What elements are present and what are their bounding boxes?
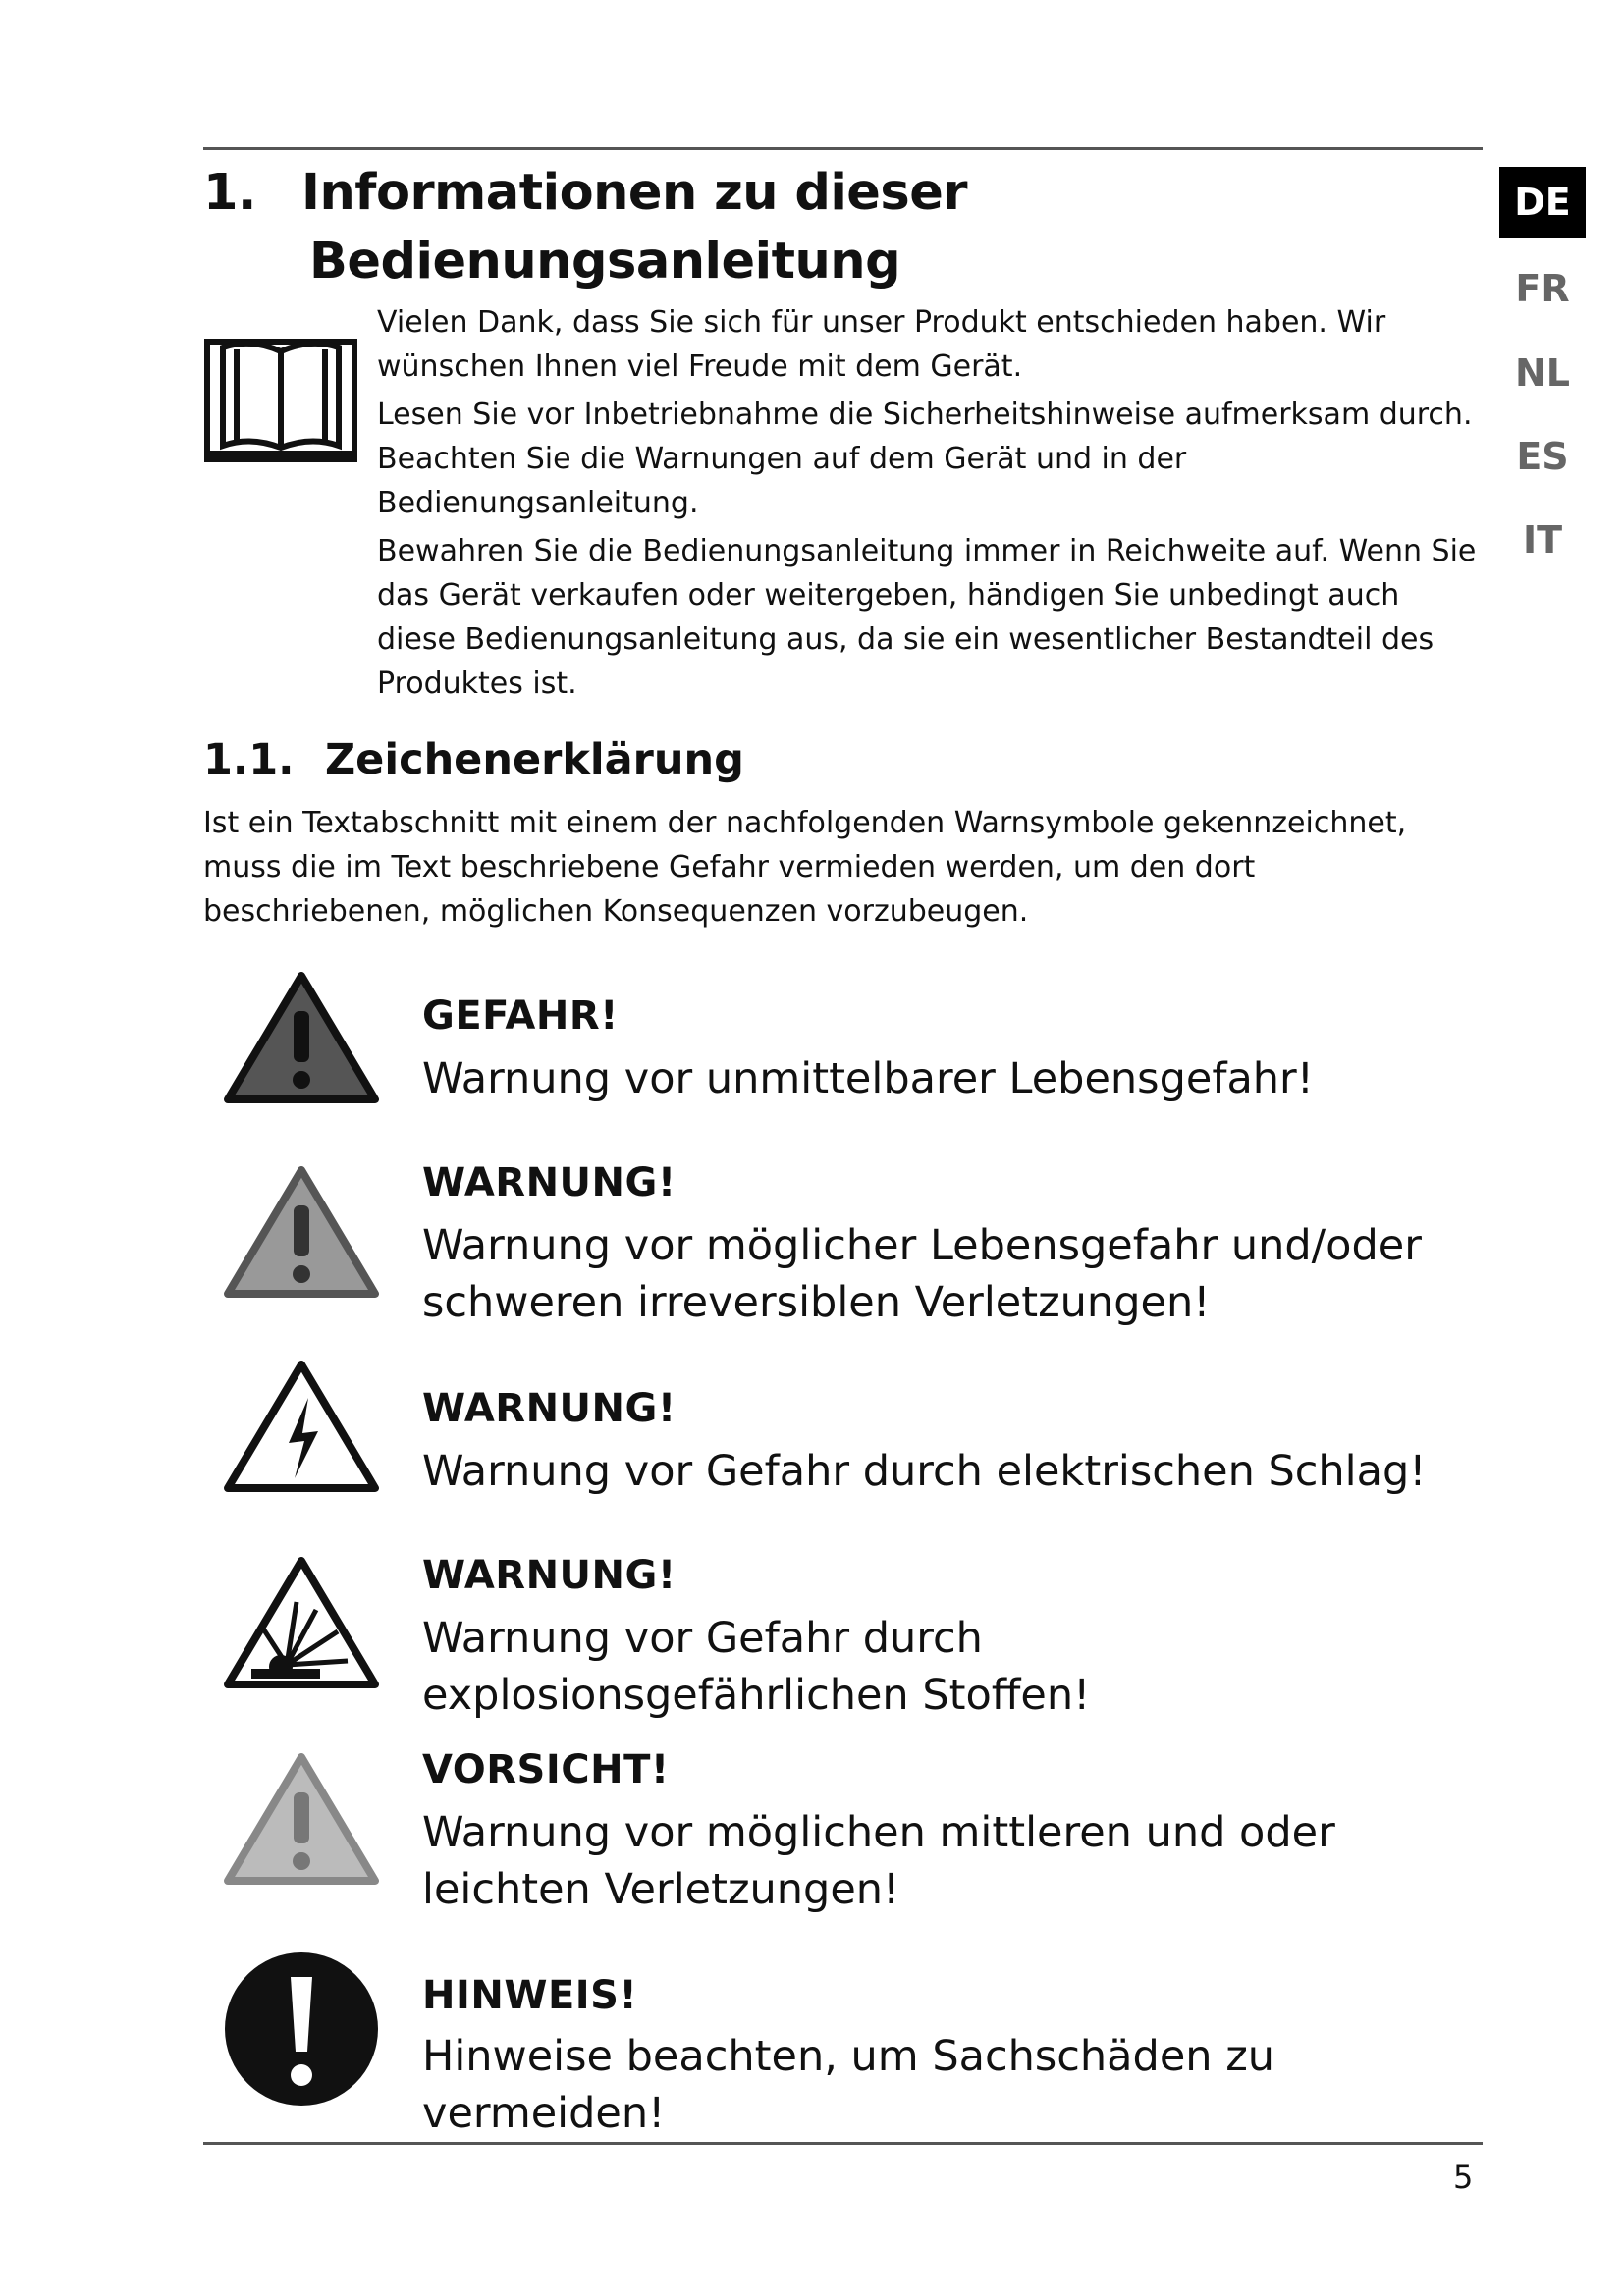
top-rule: [203, 147, 1483, 150]
explosive-icon: [222, 1555, 381, 1690]
warning-text: Warnung vor möglichen mittleren und oder leichten Verletzungen!: [422, 1808, 1335, 1914]
danger-warning-icon: [222, 970, 381, 1105]
warning-text: Warnung vor möglicher Lebensgefahr und/oder schweren irreversiblen Verletzungen!: [422, 1221, 1422, 1327]
section-number: 1.1.: [203, 735, 295, 784]
chapter-title-line1: Informationen zu dieser: [301, 164, 967, 222]
warning-title: WARNUNG!: [422, 1386, 677, 1431]
language-tab-nl[interactable]: NL: [1514, 351, 1571, 395]
language-tab-es[interactable]: ES: [1516, 435, 1569, 478]
chapter-title-line2: Bedienungsanleitung: [309, 233, 901, 291]
section-heading: [203, 730, 744, 789]
legend-intro-text: Ist ein Textabschnitt mit einem der nachfolgenden Warnsymbole gekennzeichnet, muss die im Text beschriebene Gefahr vermieden werden, um den dort beschriebenen, möglichen Konsequenzen vorzubeugen.: [203, 806, 1407, 929]
manual-book-icon: [203, 324, 358, 463]
section-title: Zeichenerklärung: [325, 735, 744, 784]
notice-icon: [222, 1949, 381, 2109]
language-tab-de[interactable]: DE: [1499, 167, 1586, 238]
warning-text: Hinweise beachten, um Sachschäden zu vermeiden!: [422, 2032, 1275, 2138]
intro-paragraph: Bewahren Sie die Bedienungsanleitung immer in Reichweite auf. Wenn Sie das Gerät verkaufen oder weitergeben, händigen Sie unbedingt auch diese Bedienungsanleitung aus, da sie ein wesentlicher Bestandteil des Produktes ist.: [377, 534, 1477, 701]
warning-title: WARNUNG!: [422, 1553, 677, 1598]
warning-title: HINWEIS!: [422, 1973, 638, 2018]
intro-paragraph: Lesen Sie vor Inbetriebnahme die Sicherheitshinweise aufmerksam durch. Beachten Sie die Warnungen auf dem Gerät und in der Bedienungsanleitung.: [377, 398, 1473, 520]
intro-paragraph: Vielen Dank, dass Sie sich für unser Produkt entschieden haben. Wir wünschen Ihnen viel Freude mit dem Gerät.: [377, 305, 1386, 384]
warning-icon: [222, 1164, 381, 1300]
language-tab-it[interactable]: IT: [1522, 518, 1563, 561]
warning-title: GEFAHR!: [422, 993, 619, 1039]
electric-shock-icon: [222, 1359, 381, 1494]
bottom-rule: [203, 2142, 1483, 2145]
intro-text: [377, 300, 1482, 710]
warning-text: Warnung vor Gefahr durch elektrischen Schlag!: [422, 1447, 1427, 1496]
warning-text: Warnung vor Gefahr durch explosionsgefährlichen Stoffen!: [422, 1614, 1091, 1720]
language-tab-fr[interactable]: FR: [1515, 267, 1570, 310]
page-number: 5: [1453, 2159, 1474, 2196]
caution-icon: [222, 1751, 381, 1887]
warning-title: WARNUNG!: [422, 1160, 677, 1205]
chapter-heading: [203, 159, 967, 296]
warning-title: VORSICHT!: [422, 1747, 670, 1792]
chapter-number: 1.: [203, 164, 256, 222]
warning-text: Warnung vor unmittelbarer Lebensgefahr!: [422, 1054, 1314, 1103]
